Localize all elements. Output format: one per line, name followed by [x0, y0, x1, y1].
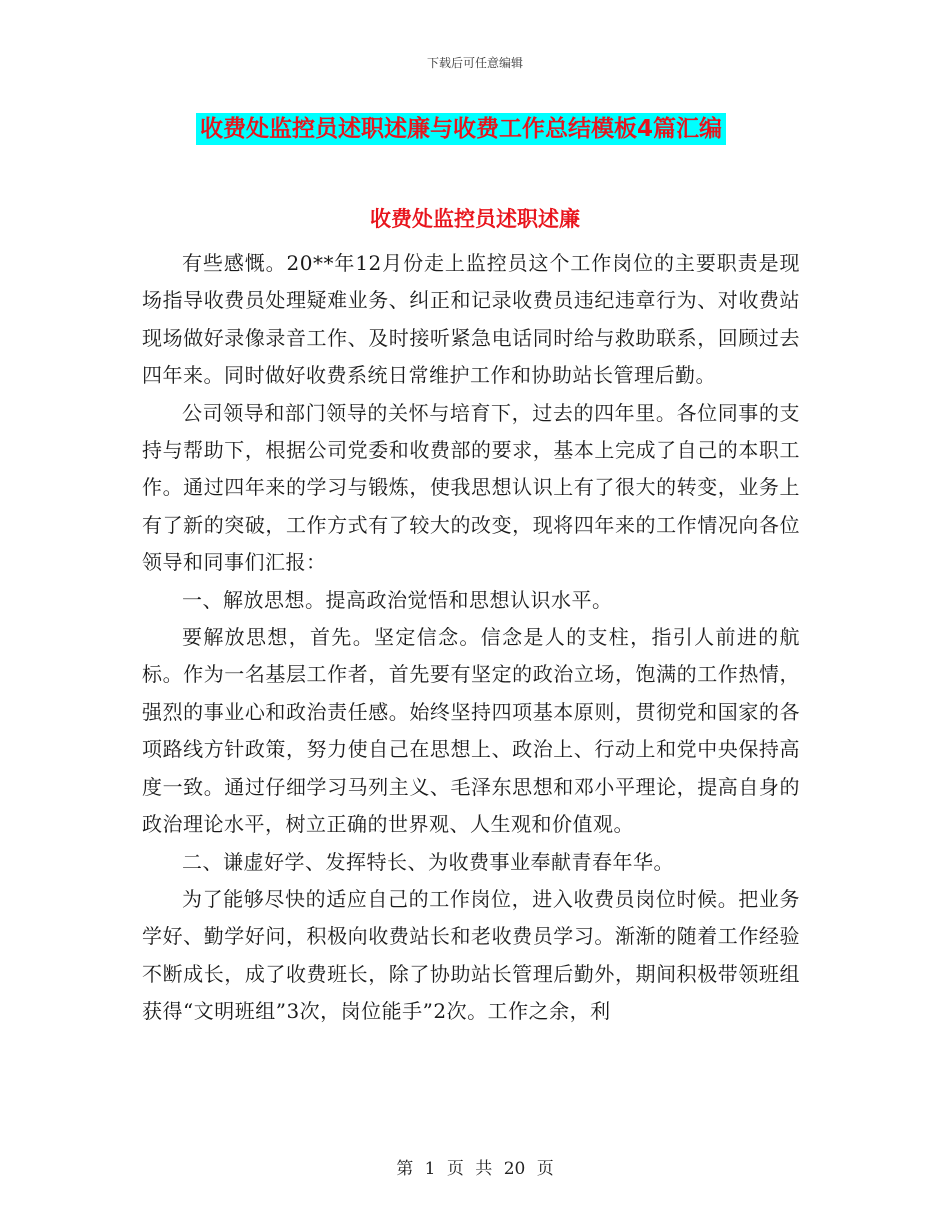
paragraph: 要解放思想，首先。坚定信念。信念是人的支柱，指引人前进的航标。作为一名基层工作者，首先要有坚定的政治立场，饱满的工作热情，强烈的事业心和政治责任感。始终坚持四项基本原则，贯彻党和国家的各项路线方针政策，努力使自己在思想上、政治上、行动上和党中央保持高度一致。通过仔细学习马列主义、毛泽东思想和邓小平理论，提高自身的政治理论水平，树立正确的世界观、人生观和价值观。 [142, 625, 800, 837]
paragraph: 为了能够尽快的适应自己的工作岗位，进入收费员岗位时候。把业务学好、勤学好问，积极向收费站长和老收费员学习。渐渐的随着工作经验不断成长，成了收费班长，除了协助站长管理后勤外，期间积极带领班组获得“文明班组”3次，岗位能手”2次。工作之余，利 [142, 886, 800, 1024]
paragraph: 公司领导和部门领导的关怀与培育下，过去的四年里。各位同事的支持与帮助下，根据公司党委和收费部的要求，基本上完成了自己的本职工作。通过四年来的学习与锻炼，使我思想认识上有了很大的转变，业务上有了新的突破，工作方式有了较大的改变，现将四年来的工作情况向各位领导和同事们汇报： [142, 400, 800, 575]
paragraph-heading: 二、谦虚好学、发挥特长、为收费事业奉献青春年华。 [182, 849, 674, 874]
paragraph: 有些感慨。20**年12月份走上监控员这个工作岗位的主要职责是现场指导收费员处理疑难业务、纠正和记录收费员违纪违章行为、对收费站现场做好录像录音工作、及时接听紧急电话同时给与救助联系，回顾过去四年来。同时做好收费系统日常维护工作和协助站长管理后勤。 [142, 251, 800, 388]
section-title: 收费处监控员述职述廉 [370, 207, 580, 231]
page-number-footer: 第 1 页 共 20 页 [396, 1159, 554, 1179]
paragraph-heading: 一、解放思想。提高政治觉悟和思想认识水平。 [182, 587, 613, 612]
header-note: 下载后可任意编辑 [426, 56, 523, 70]
document-body [142, 245, 800, 1031]
document-title: 收费处监控员述职述廉与收费工作总结模板4篇汇编 [196, 113, 726, 145]
